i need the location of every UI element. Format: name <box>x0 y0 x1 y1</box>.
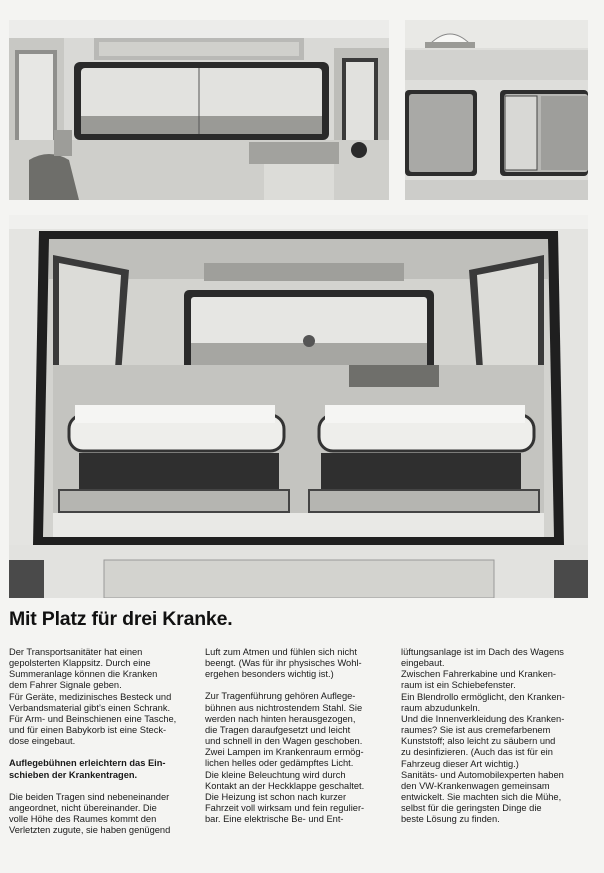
body-line: werden nach hinten herausgezogen, <box>205 713 356 724</box>
body-line: Zwei Lampen im Krankenraum ermög- <box>205 747 364 758</box>
text-column-1 <box>9 647 189 836</box>
body-line: raum abzudunkeln. <box>401 702 481 713</box>
body-line: Für Arm- und Beinschienen eine Tasche, <box>9 713 177 724</box>
interior-cab-photo <box>9 20 389 200</box>
body-line: zu desinfizieren. (Auch das ist für ein <box>401 747 553 758</box>
body-line: dose eingebaut. <box>9 736 76 747</box>
body-line: Kontakt an der Heckklappe geschaltet. <box>205 780 365 791</box>
body-line: Für Geräte, medizinisches Besteck und <box>9 691 172 702</box>
body-line: Der Transportsanitäter hat einen <box>9 647 143 657</box>
body-line: Fahrzeit voll wirksam und fein regulier- <box>205 803 365 814</box>
body-line: Sanitäts- und Automobilexperten haben <box>401 769 564 780</box>
body-line: Summeranlage können die Kranken <box>9 669 158 680</box>
text-column-3 <box>401 647 589 826</box>
body-line: entwickelt. Sie machten sich die Mühe, <box>401 792 562 803</box>
body-line: volle Höhe des Raumes kommt den <box>9 814 157 825</box>
body-line: lüftungsanlage ist im Dach des Wagens <box>401 647 564 657</box>
body-line: Verbandsmaterial gibt’s einen Schrank. <box>9 702 171 713</box>
paragraph-gap <box>205 680 385 691</box>
body-line: Luft zum Atmen und fühlen sich nicht <box>205 647 357 657</box>
body-line: Ein Blendrollo ermöglicht, den Kranken- <box>401 691 565 702</box>
body-line: Fahrzeug dieser Art wichtig.) <box>401 758 519 769</box>
body-line: ergehen besonders wichtig ist.) <box>205 669 334 680</box>
headline: Mit Platz für drei Kranke. <box>9 608 233 630</box>
side-window-photo <box>405 20 588 200</box>
body-line: Die beiden Tragen sind nebeneinander <box>9 791 170 802</box>
body-line: Zwischen Fahrerkabine und Kranken- <box>401 669 557 680</box>
body-line: die Tragen daraufgesetzt und leicht <box>205 724 351 735</box>
paragraph-gap <box>9 781 189 792</box>
body-line: Die Heizung ist schon nach kurzer <box>205 791 347 802</box>
body-line: Die kleine Beleuchtung wird durch <box>205 769 346 780</box>
paragraph-gap <box>9 747 189 758</box>
body-line: eingebaut. <box>401 658 445 669</box>
body-line: bühnen aus nichtrostendem Stahl. Sie <box>205 702 363 713</box>
body-line: angeordnet, nicht übereinander. Die <box>9 802 157 813</box>
rear-stretcher-bay-photo <box>9 215 588 598</box>
body-line: dem Fahrer Signale geben. <box>9 680 122 691</box>
body-line: raumes? Sie ist aus cremefarbenem <box>401 725 551 736</box>
body-line: beengt. (Was für ihr physisches Wohl- <box>205 658 362 669</box>
body-line: raum ist ein Schiebefenster. <box>401 680 516 691</box>
body-line: den VW-Krankenwagen gemeinsam <box>401 780 550 791</box>
body-line: Kunststoff; also leicht zu säubern und <box>401 736 556 747</box>
body-line: lichen helles oder gedämpftes Licht. <box>205 758 354 769</box>
body-line: Und die Innenverkleidung des Kranken- <box>401 713 565 724</box>
subheading-line: Auflegebühnen erleichtern das Ein- <box>9 758 166 769</box>
body-line: bar. Eine elektrische Be- und Ent- <box>205 814 344 825</box>
body-line: beste Lösung zu finden. <box>401 814 500 825</box>
subheading-line: schieben der Krankentragen. <box>9 769 138 780</box>
body-line: Zur Tragenführung gehören Auflege- <box>205 691 356 702</box>
text-column-2 <box>205 647 385 825</box>
body-line: Verletzten zugute, sie haben genügend <box>9 825 171 836</box>
body-line: und für einen Babykorb ist eine Steck- <box>9 725 167 736</box>
body-line: selbst für die geringsten Dinge die <box>401 803 542 814</box>
body-line: und schnell in den Wagen geschoben. <box>205 736 363 747</box>
body-line: gepolsterten Klappsitz. Durch eine <box>9 658 151 669</box>
